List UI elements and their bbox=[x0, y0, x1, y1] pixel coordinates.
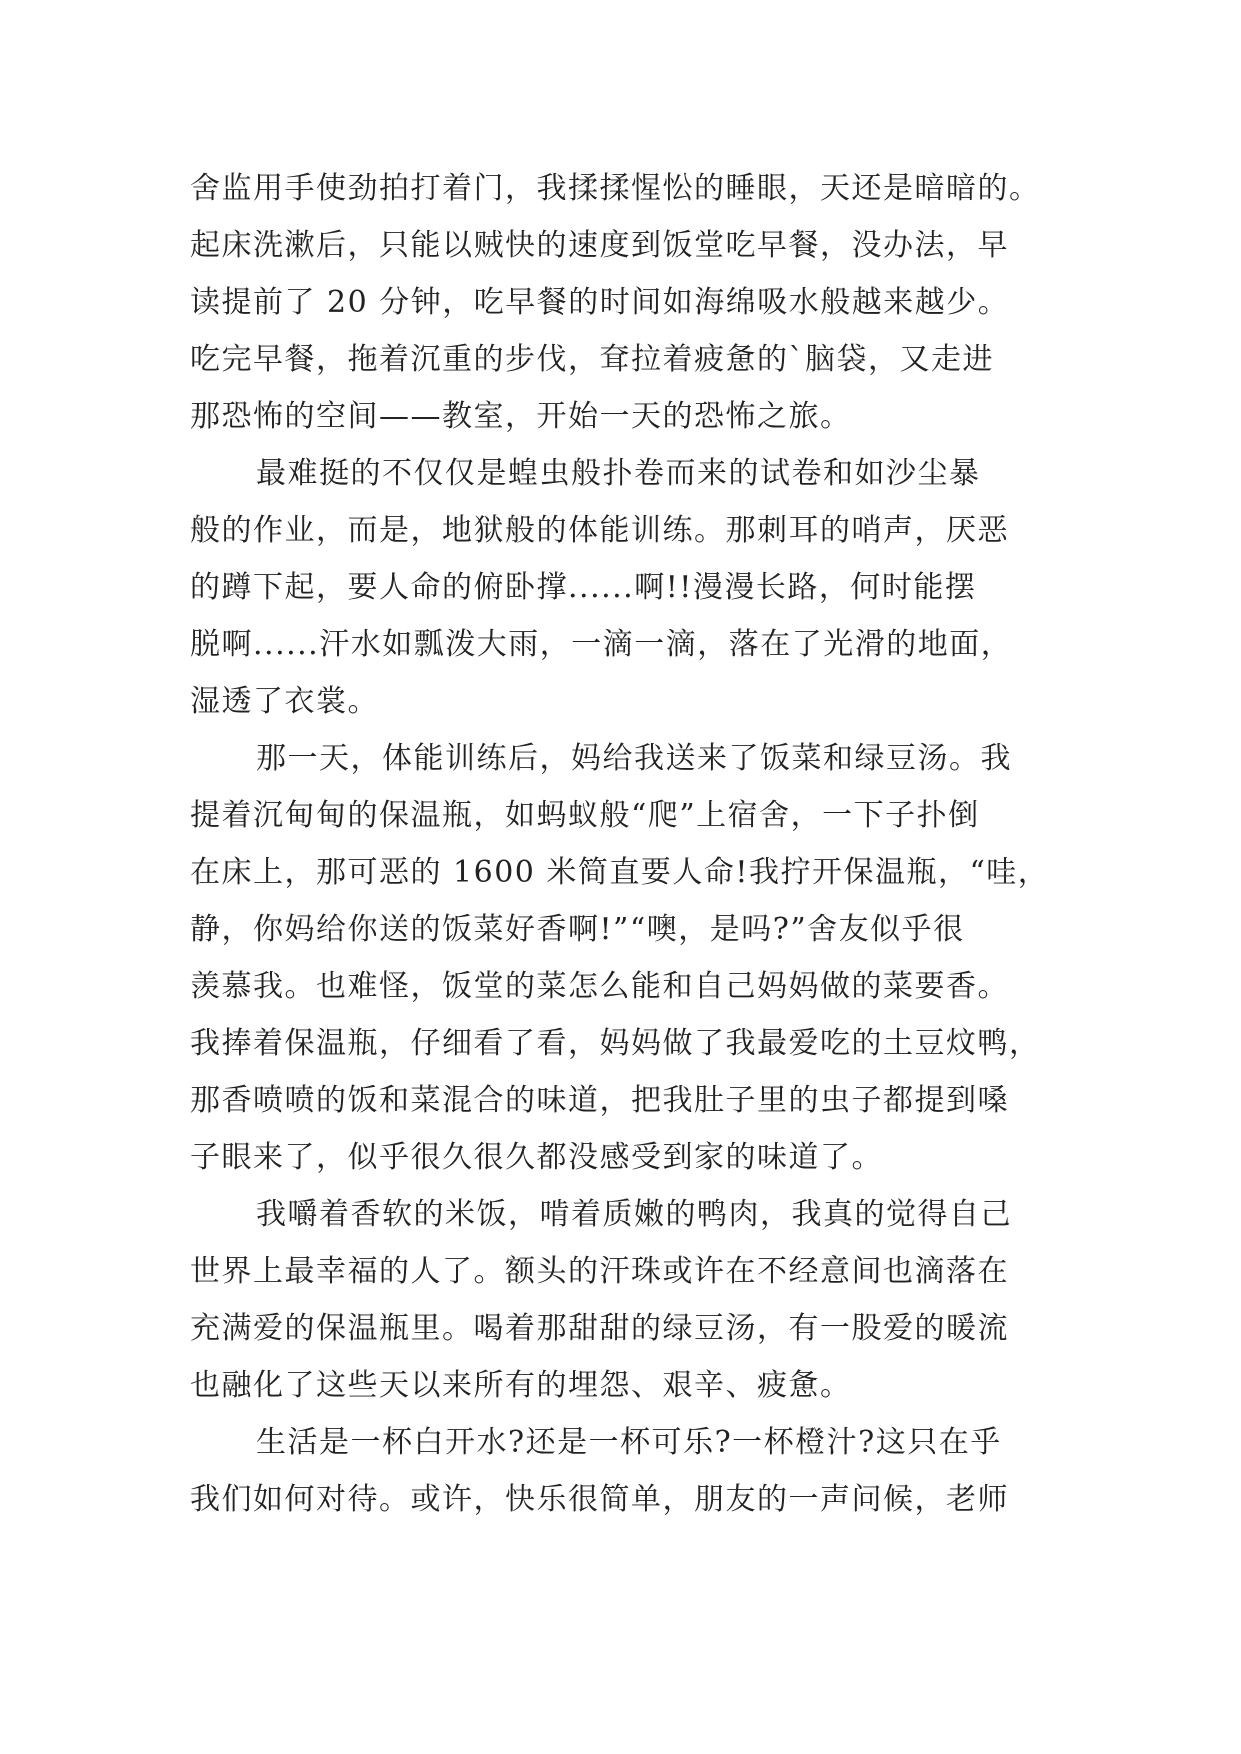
text-line: 舍监用手使劲拍打着门，我揉揉惺忪的睡眼，天还是暗暗的。 bbox=[190, 171, 1041, 206]
text-line: 那香喷喷的饭和菜混合的味道，把我肚子里的虫子都提到嗓 bbox=[190, 1083, 1009, 1118]
text-line: 世界上最幸福的人了。额头的汗珠或许在不经意间也滴落在 bbox=[190, 1254, 1009, 1289]
text-line: 的蹲下起，要人命的俯卧撑......啊!!漫漫长路，何时能摆 bbox=[190, 570, 977, 605]
paragraph-first-line: 我嚼着香软的米饭，啃着质嫩的鸭肉，我真的觉得自己 bbox=[256, 1197, 1012, 1232]
document-body bbox=[190, 160, 1070, 1528]
text-line: 羡慕我。也难怪，饭堂的菜怎么能和自己妈妈做的菜要香。 bbox=[190, 969, 1009, 1004]
text-line: 子眼来了，似乎很久很久都没感受到家的味道了。 bbox=[190, 1140, 883, 1175]
text-line: 吃完早餐，拖着沉重的步伐，耷拉着疲惫的`脑袋，又走进 bbox=[190, 342, 994, 377]
text-line: 湿透了衣裳。 bbox=[190, 684, 379, 719]
text-line: 也融化了这些天以来所有的埋怨、艰辛、疲惫。 bbox=[190, 1368, 852, 1403]
paragraph-first-line: 那一天，体能训练后，妈给我送来了饭菜和绿豆汤。我 bbox=[256, 741, 1012, 776]
text-line: 般的作业，而是，地狱般的体能训练。那刺耳的哨声，厌恶 bbox=[190, 513, 1009, 548]
text-line: 脱啊......汗水如瓢泼大雨，一滴一滴，落在了光滑的地面， bbox=[190, 627, 1013, 662]
text-line: 提着沉甸甸的保温瓶，如蚂蚁般“爬”上宿舍，一下子扑倒 bbox=[190, 798, 980, 833]
text-line: 那恐怖的空间——教室，开始一天的恐怖之旅。 bbox=[190, 399, 852, 434]
text-line: 我们如何对待。或许，快乐很简单，朋友的一声问候，老师 bbox=[190, 1482, 1009, 1517]
text-line: 静，你妈给你送的饭菜好香啊!”“噢，是吗?”舍友似乎很 bbox=[190, 912, 965, 947]
text-line: 充满爱的保温瓶里。喝着那甜甜的绿豆汤，有一股爱的暖流 bbox=[190, 1311, 1009, 1346]
text-line: 在床上，那可恶的 1600 米简直要人命!我拧开保温瓶，“哇， bbox=[190, 855, 1050, 890]
text-line: 读提前了 20 分钟，吃早餐的时间如海绵吸水般越来越少。 bbox=[190, 285, 1010, 320]
text-line: 我捧着保温瓶，仔细看了看，妈妈做了我最爱吃的土豆炆鸭， bbox=[190, 1026, 1041, 1061]
paragraph-first-line: 最难挺的不仅仅是蝗虫般扑卷而来的试卷和如沙尘暴 bbox=[256, 456, 981, 491]
paragraph-first-line: 生活是一杯白开水?还是一杯可乐?一杯橙汁?这只在乎 bbox=[256, 1425, 1002, 1460]
text-line: 起床洗漱后，只能以贼快的速度到饭堂吃早餐，没办法，早 bbox=[190, 228, 1009, 263]
